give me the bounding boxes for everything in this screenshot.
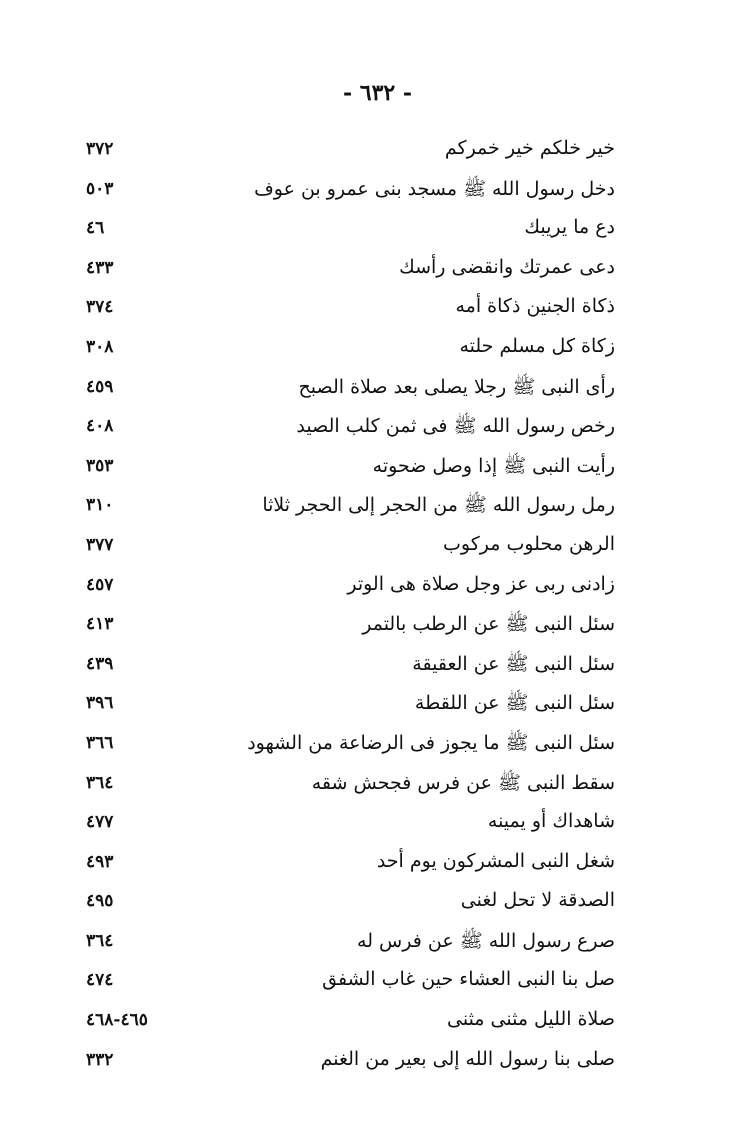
entry-text: سئل النبى ﷺ عن اللقطة	[414, 692, 615, 715]
entry-page-number: ٤٣٣	[86, 257, 114, 278]
entry-page-number: ٣٠٨	[86, 336, 114, 357]
index-entry	[0, 925, 755, 965]
entry-page-number: ٤٧٤	[86, 970, 114, 991]
entry-page-number: ٤٦٥-٤٦٨	[86, 1010, 148, 1031]
index-entry	[0, 767, 755, 807]
entry-page-number: ٣٧٤	[86, 297, 114, 318]
entry-text: صل بنا النبى العشاء حين غاب الشفق	[322, 968, 615, 991]
index-entry	[0, 648, 755, 688]
entry-text: الرهن محلوب مركوب	[443, 532, 615, 555]
entry-page-number: ٣٦٦	[86, 732, 114, 753]
entry-page-number: ٣٣٢	[86, 1049, 114, 1070]
entry-text: صلاة الليل مثنى مثنى	[447, 1008, 615, 1031]
index-entry	[0, 371, 755, 411]
entry-text: صلى بنا رسول الله إلى بعير من الغنم	[320, 1047, 615, 1070]
entry-text: رأى النبى ﷺ رجلا يصلى بعد صلاة الصبح	[298, 375, 615, 398]
index-entry	[0, 964, 755, 1004]
index-entry	[0, 687, 755, 727]
entry-text: سئل النبى ﷺ عن الرطب بالتمر	[362, 613, 615, 636]
entry-text: ذكاة الجنين ذكاة أمه	[455, 295, 615, 318]
index-entry	[0, 410, 755, 450]
index-entry	[0, 846, 755, 886]
entry-page-number: ٣٩٦	[86, 693, 114, 714]
entry-text: خير خلكم خير خمركم	[444, 137, 615, 159]
entry-page-number: ٣١٠	[86, 495, 114, 516]
entry-text: زكاة كل مسلم حلته	[459, 334, 615, 357]
entry-text: صرع رسول الله ﷺ عن فرس له	[357, 929, 615, 952]
entry-page-number: ٣٦٤	[86, 930, 114, 951]
entry-page-number: ٤٧٧	[86, 812, 114, 833]
index-entry	[0, 212, 755, 252]
entry-page-number: ٣٧٢	[86, 139, 114, 159]
entry-text: رخص رسول الله ﷺ فى ثمن كلب الصيد	[296, 415, 615, 438]
index-entry	[0, 291, 755, 331]
entry-page-number: ٤٩٥	[86, 891, 114, 912]
index-entry	[0, 1004, 755, 1044]
entry-page-number: ٥٠٣	[86, 178, 114, 199]
entry-text: زادنى ربى عز وجل صلاة هى الوتر	[347, 572, 615, 595]
entry-text: دع ما يريبك	[524, 216, 615, 239]
entry-text: سئل النبى ﷺ عن العقيقة	[412, 652, 615, 675]
index-entry	[0, 450, 755, 490]
entry-page-number: ٤٣٩	[86, 653, 114, 674]
entry-page-number: ٤٩٣	[86, 851, 114, 872]
index-entry	[0, 173, 755, 213]
entry-text: الصدقة لا تحل لغنى	[460, 889, 615, 912]
entry-text: رأيت النبى ﷺ إذا وصل ضحوته	[372, 454, 615, 477]
entry-text: دعى عمرتك وانقضى رأسك	[399, 255, 615, 278]
index-entry	[0, 331, 755, 371]
entry-page-number: ٣٦٤	[86, 772, 114, 793]
entry-page-number: ٤١٣	[86, 614, 114, 635]
index-entry	[0, 608, 755, 648]
entry-page-number: ٤٦	[86, 218, 105, 239]
entry-text: رمل رسول الله ﷺ من الحجر إلى الحجر ثلاثا	[262, 494, 615, 517]
entry-text: سقط النبى ﷺ عن فرس فجحش شقه	[311, 771, 615, 794]
entry-page-number: ٤٥٩	[86, 376, 114, 397]
index-entry	[0, 252, 755, 292]
entry-page-number: ٤٠٨	[86, 416, 114, 437]
page-number: - ٦٣٢ -	[342, 80, 413, 106]
entry-page-number: ٤٥٧	[86, 574, 114, 595]
entry-text: شاهداك أو يمينه	[487, 810, 615, 833]
index-entry	[0, 885, 755, 925]
index-entry	[0, 133, 755, 173]
hadith-index-list	[0, 133, 755, 1083]
index-entry	[0, 1044, 755, 1084]
index-entry	[0, 806, 755, 846]
index-entry	[0, 727, 755, 767]
entry-text: دخل رسول الله ﷺ مسجد بنى عمرو بن عوف	[254, 177, 615, 200]
entry-text: شغل النبى المشركون يوم أحد	[376, 849, 615, 872]
index-entry	[0, 489, 755, 529]
entry-page-number: ٣٥٣	[86, 455, 114, 476]
index-entry	[0, 529, 755, 569]
entry-text: سئل النبى ﷺ ما يجوز فى الرضاعة من الشهود	[247, 731, 615, 754]
index-entry	[0, 569, 755, 609]
entry-page-number: ٣٧٧	[86, 534, 114, 555]
